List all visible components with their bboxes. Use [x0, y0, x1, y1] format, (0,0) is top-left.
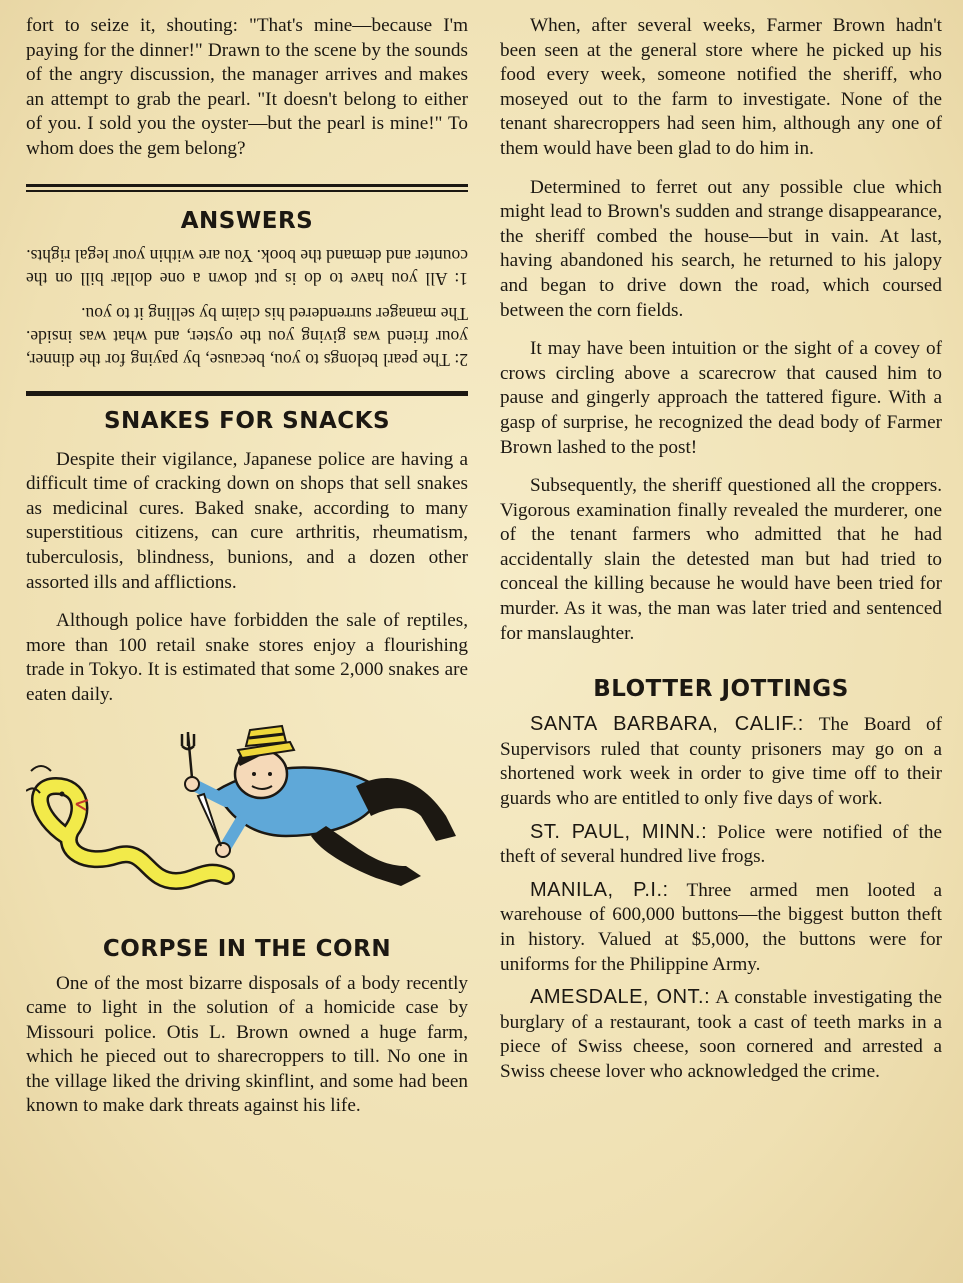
- answer-1: 1: All you have to do is put down a one dollar bill on the counter and demand the book. You are within your legal rights.: [26, 245, 468, 289]
- blotter-item-place: SANTA BARBARA, CALIF.:: [530, 713, 804, 736]
- snakes-paragraph-2: Although police have forbidden the sale of reptiles, more than 100 retail snake stores enjoy a flourishing trade in Tokyo. It is estimated that some 2,000 snakes are eaten daily.: [26, 610, 468, 705]
- corpse-paragraph-1: One of the most bizarre disposals of a body recently came to light in the solution of a homicide case by Missouri police. Otis L. Brown owned a huge farm, which he pieced out to sharecroppers to till. No one in the village liked the driving skinflint, and some had been known to make dark threats against his life.: [26, 972, 468, 1117]
- blotter-item-text: Police were notified of the theft of several hundred live frogs.: [500, 821, 943, 868]
- blotter-item-text: A constable investigating the burglary of a restaurant, took a cast of teeth marks in a piece of Swiss cheese, soon cornered and arrested a Swiss cheese lover who acknowledged the crime.: [500, 987, 943, 1082]
- man-chasing-snake-illustration: [26, 716, 468, 934]
- blotter-item-text: Three armed men looted a warehouse of 600,000 buttons—the biggest button theft in history. Valued at $5,000, the buttons were for uniforms for the Philippine Army.: [500, 879, 942, 975]
- corpse-paragraph-5: Subsequently, the sheriff questioned all the croppers. Vigorous examination finally revealed the murderer, one of the tenant farmers who admitted that he had accidentally slain the detested man but had tried to conceal the killing because he would have been tried for murder. As it was, the man was later tried and sentenced for manslaughter.: [500, 475, 942, 644]
- corpse-paragraph-2: When, after several weeks, Farmer Brown hadn't been seen at the general store where he picked up his food every week, someone notified the sheriff, who moseyed out to the farm to investigate. None of the tenant sharecroppers had seen him, although any one of them would have been glad to do him in.: [500, 15, 942, 159]
- blotter-item-place: MANILA, P.I.:: [530, 878, 669, 901]
- left-column: [26, 14, 468, 1119]
- fork-icon: [182, 732, 194, 778]
- snakes-heading: SNAKES FOR SNACKS: [103, 407, 391, 434]
- blotter-item: [500, 878, 942, 977]
- right-column: [500, 14, 942, 1085]
- snakes-paragraph-1: Despite their vigilance, Japanese police are having a difficult time of cracking down on shops that sell snakes as medicinal cures. Baked snake, according to many superstitious citizens, can cure arthritis, rheumatism, tuberculosis, blindness, bunions, and a dozen other assorted ills and afflictions.: [26, 448, 468, 593]
- corpse-heading: CORPSE IN THE CORN: [102, 935, 392, 962]
- blotter-item-text: The Board of Supervisors ruled that county prisoners may go on a shortened work week in order to give time off to their guards who are entitled to only five days of work.: [500, 714, 942, 810]
- corpse-paragraph-4: It may have been intuition or the sight of a covey of crows circling above a scarecrow that caused him to pause and gingerly approach the tattered figure. With a gasp of surprise, he recognized the dead body of Farmer Brown lashed to the post!: [500, 338, 942, 458]
- blotter-item: [500, 820, 942, 870]
- blotter-item: [500, 985, 942, 1084]
- intro-paragraph: fort to seize it, shouting: "That's mine—because I'm paying for the dinner!" Drawn to the scene by the sounds of the angry discussion, the manager arrives and makes an attempt to grab the pearl. "It doesn't belong to either of you. I sold you the oyster—but the pearl is mine!" To whom does the gem belong?: [26, 15, 468, 159]
- corpse-paragraph-3: Determined to ferret out any possible clue which might lead to Brown's sudden and strange disappearance, the sheriff combed the house—but in vain. At last, having abandoned his search, he returned to his jalopy and began to drive down the road, which coursed between the corn fields.: [500, 176, 942, 321]
- blotter-item-place: AMESDALE, ONT.:: [530, 986, 711, 1009]
- answers-heading: ANSWERS: [180, 207, 314, 234]
- answers-block-upside-down: [26, 244, 468, 371]
- blotter-item-place: ST. PAUL, MINN.:: [530, 820, 708, 843]
- blotter-item: [500, 712, 942, 811]
- illustration-drawing: [26, 716, 468, 934]
- blotter-heading: BLOTTER JOTTINGS: [593, 676, 849, 703]
- answers-top-rule: [26, 184, 468, 192]
- answer-2: 2: The pearl belongs to you, because, by paying for the dinner, your friend was giving you the oyster, and what was inside. The manager surrendered his claim by selling it to you.: [26, 303, 468, 370]
